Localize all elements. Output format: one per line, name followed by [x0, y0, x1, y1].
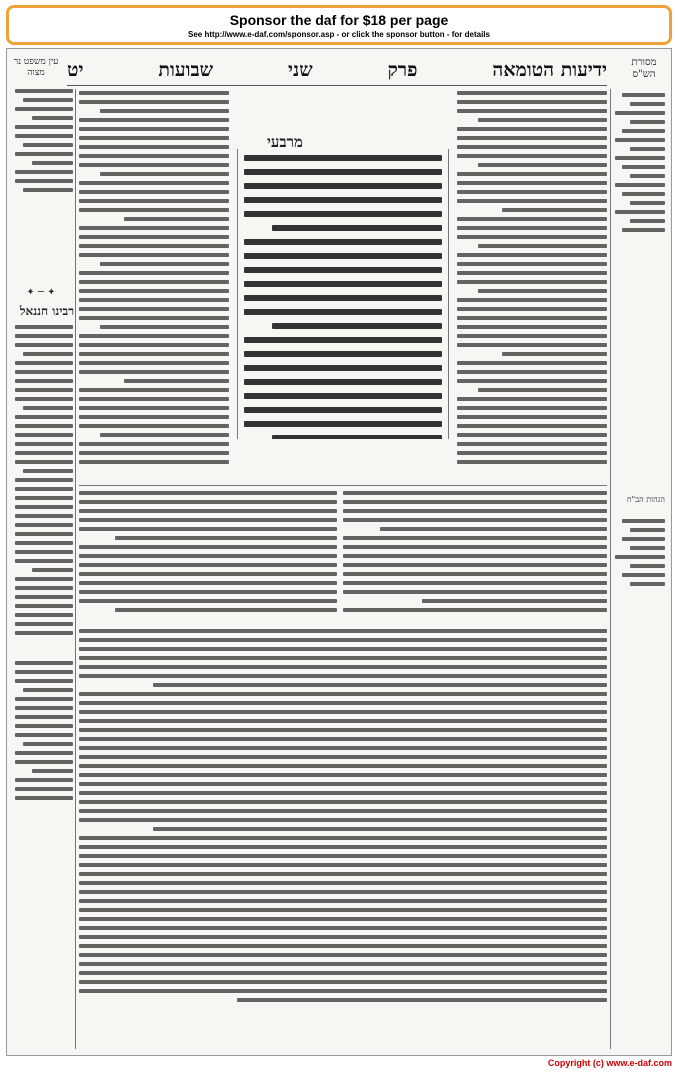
sponsor-banner-title: Sponsor the daf for $18 per page — [229, 12, 449, 28]
right-margin-rule — [610, 89, 611, 1049]
outer-left-lower-notes — [15, 661, 73, 1041]
gemara-main-text — [237, 149, 449, 439]
section-opening-word: מרבעי — [267, 133, 303, 151]
chapter-name: ידיעות הטומאה — [492, 58, 607, 81]
tractate-name: שבועות — [158, 58, 214, 81]
ein-mishpat-label: עין משפט נר מצוה — [13, 57, 59, 78]
chapter-label: פרק — [387, 58, 418, 81]
page-header — [67, 55, 607, 86]
masoret-hashas-label: מסורת הש"ס — [631, 57, 657, 80]
rabbeinu-chananel-title: רבינו חננאל — [19, 304, 75, 318]
hagahot-habach-label: הגהות הב"ח — [626, 495, 665, 504]
ein-mishpat-notes — [15, 89, 73, 279]
lower-section-divider — [79, 485, 607, 486]
talmud-page — [6, 48, 672, 1056]
left-margin-rule — [75, 89, 76, 1049]
chapter-number: שני — [288, 58, 313, 81]
sponsor-banner-button[interactable] — [6, 5, 672, 45]
folio-number: יט — [67, 58, 84, 81]
masoret-hashas-notes — [615, 93, 665, 493]
tosafot-wide-block — [79, 629, 607, 1044]
rabbeinu-chananel-column — [15, 325, 73, 655]
tosafot-lower-column — [79, 491, 337, 621]
tosafot-column — [79, 91, 229, 481]
outer-right-lower-notes — [615, 519, 665, 819]
rashi-lower-column — [343, 491, 607, 621]
ornament-divider: ✦ ─ ✦ — [26, 287, 56, 298]
rashi-column — [457, 91, 607, 481]
copyright-notice: Copyright (c) www.e-daf.com — [547, 1058, 672, 1068]
sponsor-banner-subtitle: See http://www.e-daf.com/sponsor.asp - or click the sponsor button - for details — [188, 30, 490, 39]
